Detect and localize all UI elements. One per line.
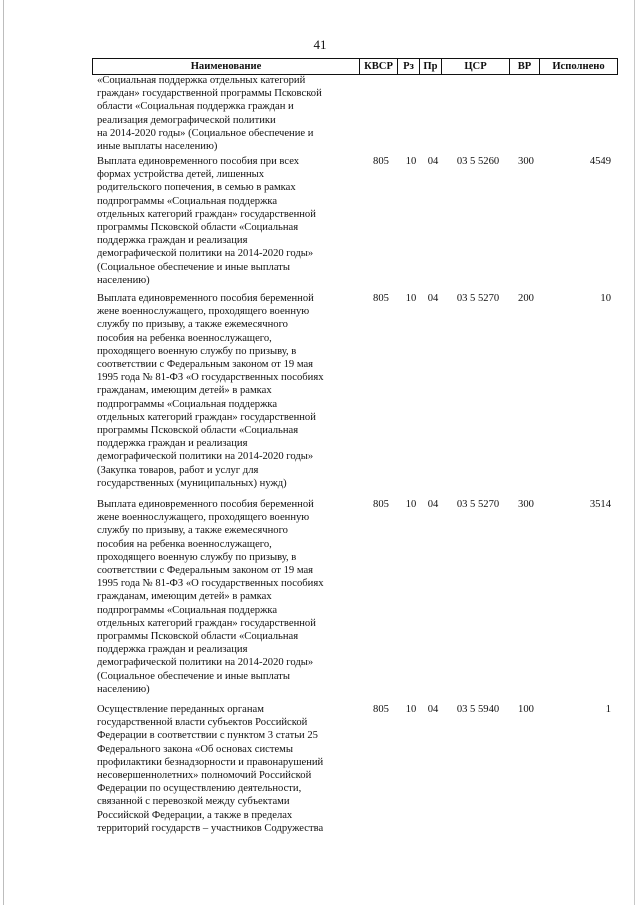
row-kvsr: 805	[373, 704, 389, 715]
row-vr: 100	[518, 704, 534, 715]
scan-edge-left	[3, 0, 4, 905]
header-row	[93, 59, 618, 75]
table-header	[92, 58, 618, 75]
header-name: Наименование	[93, 59, 360, 75]
header-executed: Исполнено	[540, 59, 618, 75]
header-vr: ВР	[510, 59, 540, 75]
row-name: Осуществление переданных органам государственной власти субъектов Российской Федерации в соответствии с пунктом 3 статьи 25 Федерального закона «Об основах системы профилактики безнадзорности и правонарушений несовершеннолетних» полномочий Российской Федерации по осуществлению деятельности, связанной с перевозкой между субъектами Российской Федерации, а также в пределах территорий государств – участников Содружества	[97, 704, 324, 834]
row-csr: 03 5 5270	[456, 293, 500, 304]
row-executed: 4549	[589, 156, 611, 167]
row-rz: 10	[405, 156, 417, 167]
header-rz: Рз	[398, 59, 420, 75]
row-pr: 04	[427, 156, 439, 167]
row-name: Выплата единовременного пособия беременной жене военнослужащего, проходящего военную службу по призыву, а также ежемесячного пособия на ребенка военнослужащего, проходящего военную службу по призыву, в соответствии с Федеральным законом от 19 мая 1995 года № 81-ФЗ «О государственных пособиях гражданам, имеющим детей» в рамках подпрограммы «Социальная поддержка отдельных категорий граждан» государственной программы Псковской области «Социальная поддержка граждан и реализация демографической политики на 2014-2020 годы» (Закупка товаров, работ и услуг для государственных (муниципальных) нужд)	[97, 293, 324, 489]
row-executed: 1	[605, 704, 611, 715]
header-kvsr: КВСР	[360, 59, 398, 75]
row-kvsr: 805	[373, 156, 389, 167]
row-executed: 10	[600, 293, 611, 304]
row-csr: 03 5 5260	[456, 156, 500, 167]
row-vr: 200	[518, 293, 534, 304]
row-pr: 04	[427, 499, 439, 510]
row-kvsr: 805	[373, 499, 389, 510]
row-executed: 3514	[589, 499, 611, 510]
row-csr: 03 5 5940	[456, 704, 500, 715]
row-name: «Социальная поддержка отдельных категорий граждан» государственной программы Псковской области «Социальная поддержка граждан и реализация демографической политики на 2014-2020 годы» (Социальное обеспечение и иные выплаты населению)	[97, 75, 322, 153]
row-name: Выплата единовременного пособия при всех формах устройства детей, лишенных родительского попечения, в семью в рамках подпрограммы «Социальная поддержка отдельных категорий граждан» государственной программы Псковской области «Социальная поддержка граждан и реализация демографической политики на 2014-2020 годы» (Социальное обеспечение и иные выплаты населению)	[97, 156, 316, 286]
row-vr: 300	[518, 156, 534, 167]
header-pr: Пр	[420, 59, 442, 75]
scan-edge-right	[634, 0, 635, 905]
row-rz: 10	[405, 499, 417, 510]
header-csr: ЦСР	[442, 59, 510, 75]
row-vr: 300	[518, 499, 534, 510]
row-name: Выплата единовременного пособия беременной жене военнослужащего, проходящего военную службу по призыву, а также ежемесячного пособия на ребенка военнослужащего, проходящего военную службу по призыву, в соответствии с Федеральным законом от 19 мая 1995 года № 81-ФЗ «О государственных пособиях гражданам, имеющим детей» в рамках подпрограммы «Социальная поддержка отдельных категорий граждан» государственной программы Псковской области «Социальная поддержка граждан и реализация демографической политики на 2014-2020 годы» (Социальное обеспечение и иные выплаты населению)	[97, 499, 324, 695]
row-pr: 04	[427, 704, 439, 715]
row-csr: 03 5 5270	[456, 499, 500, 510]
row-kvsr: 805	[373, 293, 389, 304]
row-pr: 04	[427, 293, 439, 304]
page-number: 41	[313, 37, 327, 52]
row-rz: 10	[405, 293, 417, 304]
row-rz: 10	[405, 704, 417, 715]
